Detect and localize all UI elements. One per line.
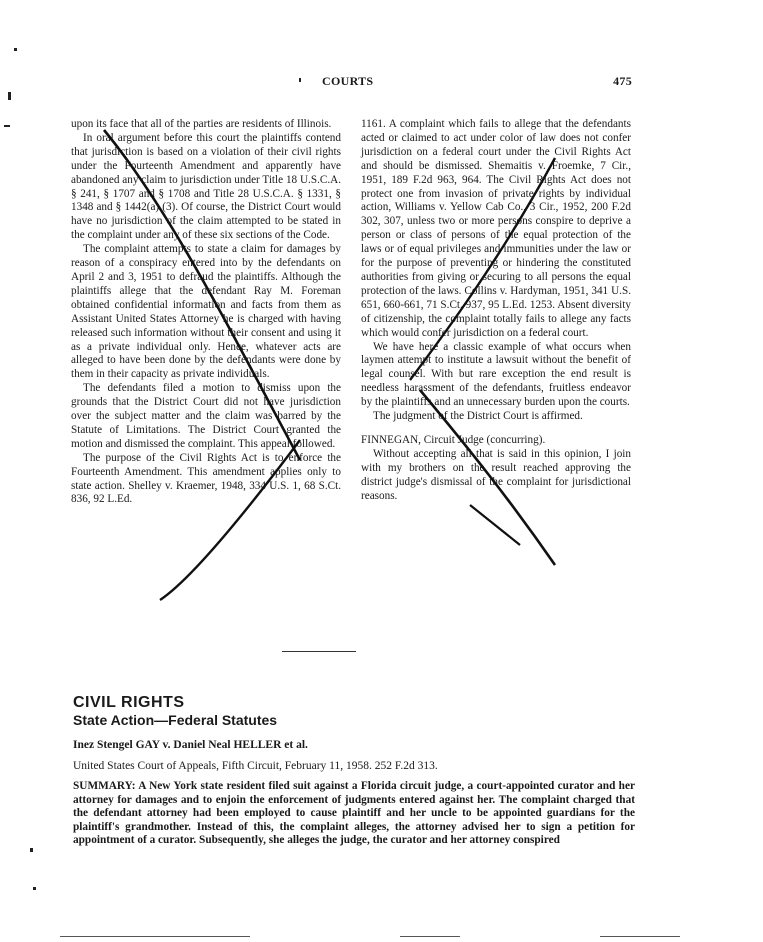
- case-summary: [73, 780, 635, 848]
- left-column: [71, 118, 341, 507]
- left-paragraph-4: The defendants filed a motion to dismiss upon the grounds that the District Court did not have jurisdiction over the subject matter and the claim was barred by the Statute of Limitations. The District Court granted the motion and dismissed the complaint. This appeal followed.: [71, 382, 341, 450]
- scan-speck: [14, 48, 17, 51]
- left-paragraph-1: upon its face that all of the parties are residents of Illinois.: [71, 118, 332, 130]
- right-paragraph-2: We have here a classic example of what occurs when laymen attempt to institute a lawsuit without the benefit of legal counsel. With but rare exception the end result is needless harassment of the defendants, fruitless endeavor by the plaintiffs and an unnecessary burden upon the courts.: [361, 340, 631, 409]
- right-paragraph-1: 1161. A complaint which fails to allege that the defendants acted or claimed to act under color of law does not confer jurisdiction on a federal court under the Civil Rights Act and should be dismissed. Shemaitis v. Froemke, 7 Cir., 1951, 189 F.2d 963, 964. The Civil Rights Act does not protect one from invasion of private rights by individual action, Williams v. Yellow Cab Co., 3 Cir., 1952, 200 F.2d 302, 307, unless two or more persons conspire to deprive a person or class of persons of the equal protection of the laws or of equal privileges and immunities under the law or for the purpose of preventing or hindering the constituted authorities from giving or securing to all persons the equal protection of the laws. Collins v. Hardyman, 1951, 341 U.S. 651, 660-661, 71 S.Ct. 937, 95 L.Ed. 1253. Absent diversity of citizenship, the complaint totally fails to allege any facts which would confer jurisdiction on a federal court.: [361, 118, 631, 339]
- left-paragraph-5: The purpose of the Civil Rights Act is to enforce the Fourteenth Amendment. This amendment applies only to state action. Shelley v. Kraemer, 1948, 334 U.S. 1, 68 S.Ct. 836, 92 L.Ed.: [71, 451, 341, 506]
- concurrence-paragraph: Without accepting all that is said in this opinion, I join with my brothers on the result reached approving the district judge's dismissal of the complaint for jurisdictional reasons.: [361, 447, 631, 502]
- right-paragraph-3: The judgment of the District Court is affirmed.: [373, 410, 583, 423]
- scan-speck: [299, 78, 301, 82]
- case-parties: Inez Stengel GAY v. Daniel Neal HELLER et al.: [73, 739, 308, 751]
- subtopic-heading: State Action—Federal Statutes: [73, 712, 278, 728]
- scan-speck: [30, 848, 33, 852]
- section-divider: [282, 651, 356, 652]
- right-column-strike-tail: [470, 505, 520, 545]
- case-citation: United States Court of Appeals, Fifth Circuit, February 11, 1958. 252 F.2d 313.: [73, 760, 438, 772]
- scan-speck: [33, 887, 36, 890]
- scan-speck: [8, 92, 11, 100]
- case-headnote: [73, 694, 693, 728]
- left-paragraph-2: In oral argument before this court the plaintiffs contend that jurisdiction is based on a violation of their civil rights under the Fourteenth Amendment and apparently have abandoned any claim to jurisdiction under Title 18 U.S.C.A. § 241, § 1707 and § 1708 and Title 28 U.S.C.A. § 1331, § 1348 and § 1442(a) (3). Of course, the District Court would have no jurisdiction of the claim attempted to be stated in the complaint under any of these six sections of the Code.: [71, 131, 341, 242]
- scan-edge-line: [400, 936, 460, 937]
- right-column: [361, 118, 631, 503]
- summary-text: A New York state resident filed suit against a Florida circuit judge, a court-appointed curator and her attorney for damages and to enjoin the enforcement of judgments entered against her. The complaint charged that the defendant attorney had been employed to cause plaintiff and her uncle to be appointed guardians for the plaintiff's grandmother. Instead of this, the complaint alleges, the attorney advised her to sign a petition for appointment of a curator. Subsequently, she alleges the judge, the curator and her attorney conspired: [73, 780, 635, 847]
- summary-label: SUMMARY:: [73, 780, 136, 792]
- scan-edge-line: [600, 936, 680, 937]
- scan-speck: [4, 125, 10, 127]
- concurrence-judge-line: FINNEGAN, Circuit Judge (concurring).: [361, 433, 546, 446]
- page-number: 475: [613, 74, 632, 88]
- topic-heading: CIVIL RIGHTS: [73, 694, 185, 711]
- running-head-title: COURTS: [322, 74, 374, 88]
- left-paragraph-3: The complaint attempts to state a claim for damages by reason of a conspiracy entered into by the defendants on April 2 and 3, 1951 to defraud the plaintiffs. Although the plaintiffs allege that the defendant Ray M. Foreman obtained confidential information and facts from them as Assistant United States Attorney he is charged with having released such information without their consent and using it as a private individual only. Hence, whatever acts are alleged to have been done by the defendants were done by them in their capacity as private individuals.: [71, 243, 341, 381]
- scan-edge-line: [60, 936, 250, 937]
